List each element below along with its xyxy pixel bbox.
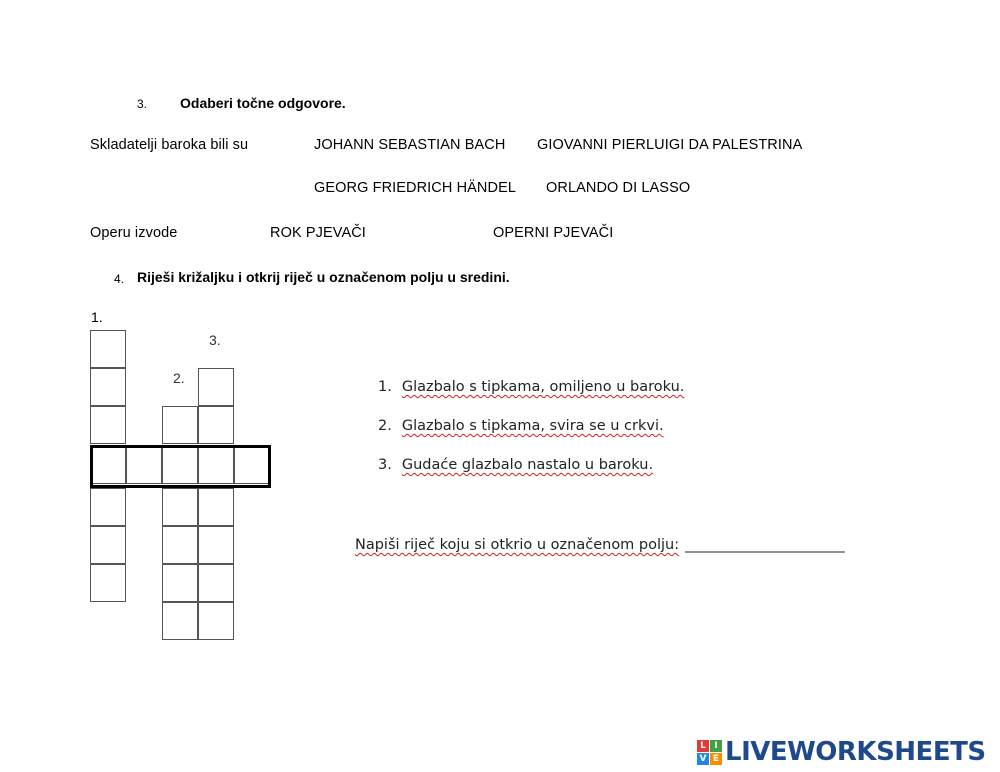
liveworksheets-logo (697, 737, 986, 767)
crossword-cell[interactable] (162, 602, 198, 640)
crossword-cell[interactable] (90, 526, 126, 564)
option-palestrina[interactable]: GIOVANNI PIERLUIGI DA PALESTRINA (537, 137, 803, 153)
logo-block: L (697, 740, 709, 752)
clue-number: 1. (378, 379, 392, 395)
crossword-cell[interactable] (198, 526, 234, 564)
option-rock-singers[interactable]: ROK PJEVAČI (270, 225, 366, 241)
performers-label: Operu izvode (90, 225, 178, 241)
composers-label: Skladatelji baroka bili su (90, 137, 249, 153)
logo-text: LIVEWORKSHEETS (725, 737, 986, 767)
clue-text: Glazbalo s tipkama, omiljeno u baroku. (401, 379, 685, 395)
logo-blocks-icon (697, 740, 722, 765)
option-opera-singers[interactable]: OPERNI PJEVAČI (493, 225, 614, 241)
crossword-cell[interactable] (198, 368, 234, 406)
grid-label-1: 1. (91, 309, 103, 325)
crossword-cell[interactable] (90, 368, 126, 406)
task3-number: 3. (137, 97, 148, 111)
task4-title: Riješi križaljku i otkrij riječ u označenom polju u sredini. (137, 269, 510, 285)
crossword-cell[interactable] (162, 526, 198, 564)
logo-block: V (697, 753, 709, 765)
option-bach[interactable]: JOHANN SEBASTIAN BACH (314, 137, 506, 153)
clue-text: Gudaće glazbalo nastalo u baroku. (401, 457, 654, 473)
answer-prompt: Napiši riječ koju si otkrio u označenom polju: (355, 537, 680, 553)
crossword-cell[interactable] (198, 488, 234, 526)
option-lasso[interactable]: ORLANDO DI LASSO (546, 180, 691, 196)
clue-text: Glazbalo s tipkama, svira se u crkvi. (401, 418, 664, 434)
crossword-cell[interactable] (162, 406, 198, 444)
crossword-highlight-row (90, 445, 271, 488)
logo-block: I (710, 740, 722, 752)
crossword-cell[interactable] (198, 406, 234, 444)
crossword-cell[interactable] (162, 488, 198, 526)
clue-2 (378, 418, 664, 434)
answer-prompt-row (355, 537, 845, 553)
crossword-cell[interactable] (90, 406, 126, 444)
clue-number: 3. (378, 457, 392, 473)
clue-1 (378, 379, 684, 395)
crossword-cell[interactable] (198, 564, 234, 602)
option-handel[interactable]: GEORG FRIEDRICH HÄNDEL (314, 180, 516, 196)
task3-title: Odaberi točne odgovore. (180, 95, 346, 111)
grid-label-3: 3. (209, 332, 221, 348)
crossword-cell[interactable] (198, 602, 234, 640)
answer-input-line[interactable]: ______________________ (685, 537, 845, 553)
logo-block: E (710, 753, 722, 765)
crossword-cell[interactable] (90, 488, 126, 526)
crossword-cell[interactable] (90, 564, 126, 602)
clue-3 (378, 457, 653, 473)
crossword-cell[interactable] (162, 564, 198, 602)
clue-number: 2. (378, 418, 392, 434)
grid-label-2: 2. (173, 370, 185, 386)
task4-number: 4. (114, 272, 125, 286)
crossword-cell[interactable] (90, 330, 126, 368)
